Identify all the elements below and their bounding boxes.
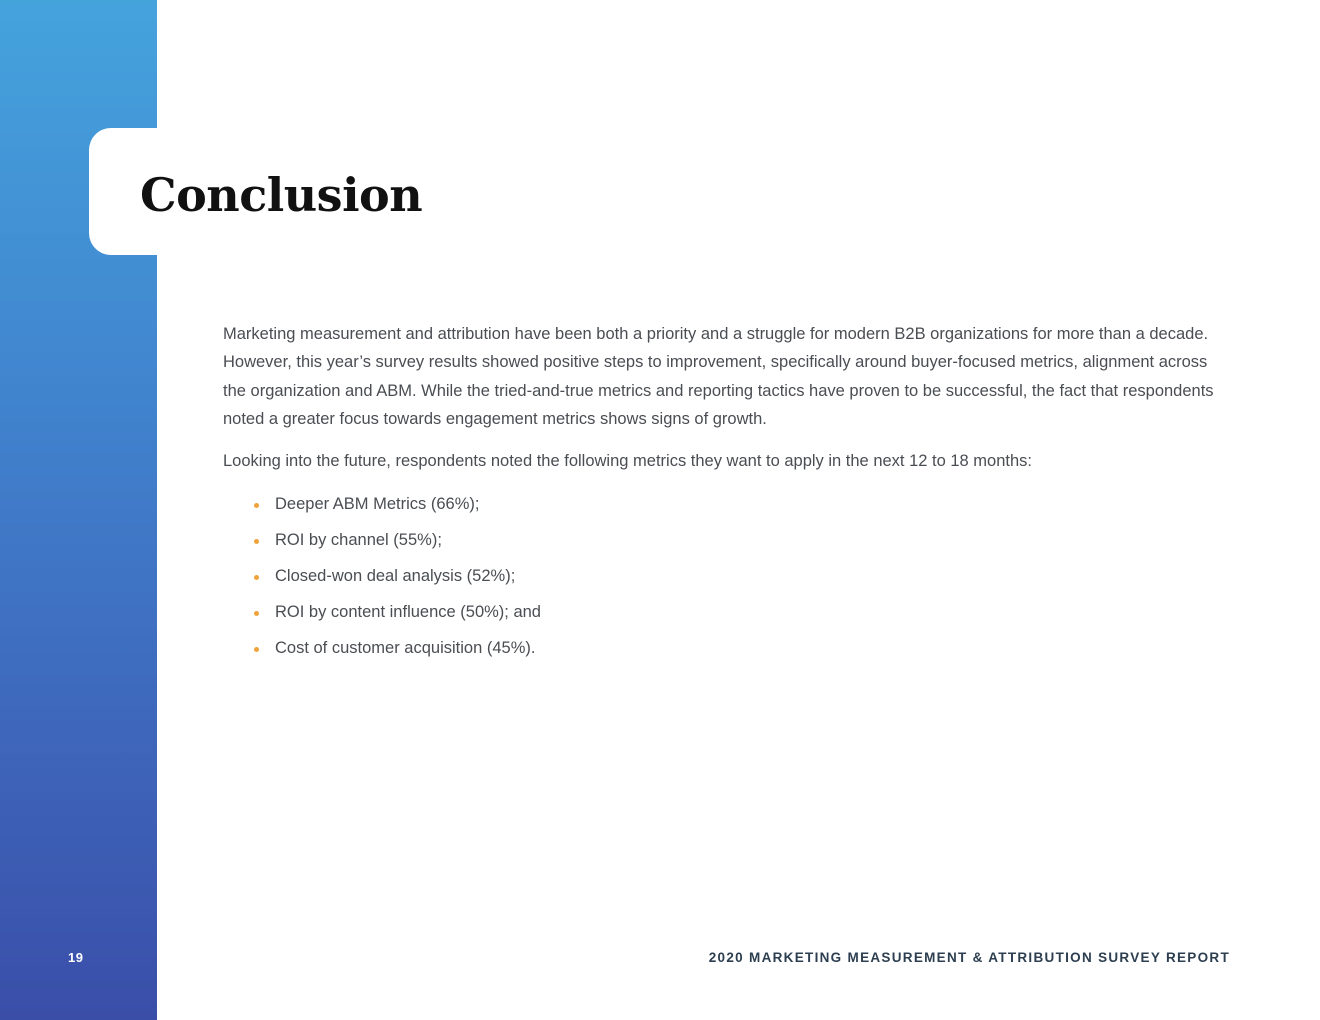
list-item-text: ROI by channel (55%); [275, 531, 442, 550]
list-item [223, 597, 1223, 633]
list-item-text: ROI by content influence (50%); and [275, 603, 541, 622]
intro-paragraph: Marketing measurement and attribution have been both a priority and a struggle for modern B2B organizations for more than a decade. However, this year’s survey results showed positive steps to improvement, specifically around buyer-focused metrics, alignment across the organization and ABM. While the tried-and-true metrics and reporting tactics have proven to be successful, the fact that respondents noted a greater focus towards engagement metrics shows signs of growth. [223, 325, 1214, 428]
list-item [223, 525, 1223, 561]
list-item [223, 489, 1223, 525]
bullet-dot-icon [254, 539, 259, 544]
lead-paragraph: Looking into the future, respondents noted the following metrics they want to apply in the next 12 to 18 months: [223, 452, 1032, 471]
list-item-text: Closed-won deal analysis (52%); [275, 567, 516, 586]
bullet-dot-icon [254, 611, 259, 616]
footer-report-title: 2020 MARKETING MEASUREMENT & ATTRIBUTION SURVEY REPORT [708, 950, 1230, 965]
page-number: 19 [68, 950, 84, 965]
content-body [223, 320, 1223, 669]
list-item-text: Cost of customer acquisition (45%). [275, 639, 536, 658]
bullet-dot-icon [254, 647, 259, 652]
list-item [223, 561, 1223, 597]
list-item [223, 633, 1223, 669]
metrics-list [223, 489, 1223, 669]
bullet-dot-icon [254, 575, 259, 580]
list-item-text: Deeper ABM Metrics (66%); [275, 495, 480, 514]
page-title: Conclusion [140, 168, 423, 222]
bullet-dot-icon [254, 503, 259, 508]
